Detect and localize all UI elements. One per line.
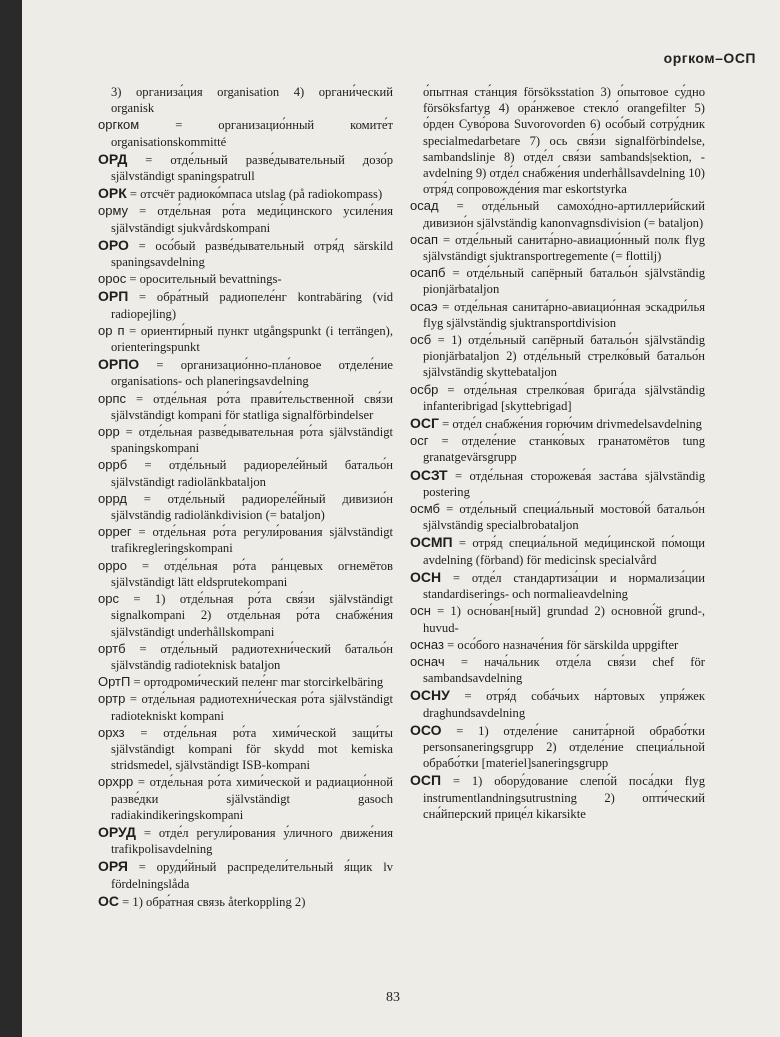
dictionary-entry xyxy=(410,265,705,297)
entry-headword: оррб xyxy=(98,457,128,473)
entry-headword: орхрр xyxy=(98,774,134,790)
entry-definition: = 1) отде́льная ро́та свя́зи självständigt signalkompani 2) отде́льная ро́та снабже́ния självständigt underhållskompani xyxy=(111,592,393,639)
entry-headword: осг xyxy=(410,433,429,449)
entry-definition: = отде́льный радиореле́йный батальо́н självständigt radiolänkbataljon xyxy=(111,458,393,489)
entry-definition: = осо́бого назначе́ния för särskilda uppgifter xyxy=(443,637,679,652)
dictionary-entry xyxy=(98,674,393,690)
entry-definition: = 1) отделе́ние санита́рной обрабо́тки personsaneringsgrupp 2) отделе́ние специа́льной обрабо́тки [materiel]saneringsgrupp xyxy=(423,723,705,771)
entry-headword: орхз xyxy=(98,724,125,740)
dictionary-entry xyxy=(98,491,393,523)
dictionary-entry xyxy=(98,151,393,184)
entry-headword: ОРП xyxy=(98,288,129,305)
entry-definition: = 1) обра́тная связь återkoppling 2) xyxy=(119,894,306,909)
entry-headword: орпс xyxy=(98,390,126,406)
entry-headword: осназ xyxy=(410,636,444,652)
dictionary-entry xyxy=(410,687,705,720)
entry-headword: осмб xyxy=(410,501,440,517)
dictionary-page xyxy=(22,0,780,1037)
entry-headword: оррд xyxy=(98,490,127,506)
entry-definition: = отсчёт радиоко́мпаса utslag (på radiokompass) xyxy=(126,187,383,202)
entry-definition: = обра́тный радиопеле́нг kontrabäring (vid radiopejling) xyxy=(111,290,393,321)
entry-definition: = отде́льный радиореле́йный дивизио́н självständig radiolänkdivision (= bataljon) xyxy=(111,491,393,523)
entry-definition: = организацио́нный комите́т organisationskommitté xyxy=(111,118,393,149)
entry-definition: = отде́л снабже́ния горю́чим drivmedelsavdelning xyxy=(438,417,702,432)
entry-headword: ОСО xyxy=(410,721,442,738)
left-column xyxy=(98,84,393,911)
dictionary-entry xyxy=(98,725,393,774)
entry-definition: = осо́бый разве́дывательный отря́д särskild spaningsavdelning xyxy=(111,238,393,270)
dictionary-entry xyxy=(98,84,393,116)
entry-headword: орс xyxy=(98,591,119,607)
entry-headword: ОСЗТ xyxy=(410,466,448,483)
dictionary-entry xyxy=(410,654,705,686)
dictionary-entry xyxy=(410,415,705,432)
dictionary-entry xyxy=(98,824,393,857)
entry-definition: = отде́льный радиотехни́ческий батальо́н självständig radioteknisk bataljon xyxy=(111,641,393,672)
dictionary-entry xyxy=(410,232,705,264)
entry-headword: осаэ xyxy=(410,298,438,314)
entry-headword: ОСГ xyxy=(410,415,439,432)
dictionary-entry xyxy=(410,467,705,500)
entry-headword: осап xyxy=(410,231,438,247)
entry-definition: = отде́льная ро́та прави́тельственной свя́зи självständigt kompani för statliga signalförbindelser xyxy=(111,391,393,422)
entry-headword: орму xyxy=(98,203,129,219)
entry-headword: ОРО xyxy=(98,236,129,253)
dictionary-entry xyxy=(410,722,705,772)
dictionary-entry xyxy=(98,323,393,355)
dictionary-entry xyxy=(98,858,393,891)
entry-headword: ортр xyxy=(98,691,126,707)
page-number: 83 xyxy=(386,990,400,1005)
dictionary-entry xyxy=(98,893,393,910)
dictionary-entry xyxy=(98,457,393,489)
right-column xyxy=(410,84,705,823)
entry-headword: оснач xyxy=(410,653,445,669)
entry-definition: = отде́льная санита́рно-авиацио́нная эскадри́лья flyg självständig sjuktransportdivision xyxy=(423,299,705,330)
dictionary-entry xyxy=(410,382,705,414)
entry-definition: = 1) отде́льный сапёрный батальо́н självständig pionjärbataljon 2) отде́льный стрелко́вый батальо́н självständig skyttebataljon xyxy=(423,333,705,380)
dictionary-entry xyxy=(98,558,393,590)
dictionary-entry xyxy=(98,641,393,673)
dictionary-entry xyxy=(98,271,393,287)
entry-headword: ортб xyxy=(98,640,126,656)
entry-definition: = отде́льная сторожева́я заста́ва självständig postering xyxy=(423,468,705,499)
entry-headword: ОртП xyxy=(98,674,131,690)
entry-definition: = отде́льная ро́та хими́ческой защи́ты självständigt kompani för skydd mot kemiska stridsmedel, självständigt ISB-kompani xyxy=(111,725,393,773)
entry-definition: = нача́льник отде́ла свя́зи chef för sambandsavdelning xyxy=(423,654,705,686)
entry-definition: = организацио́нно-пла́новое отделе́ние organisations- och planeringsavdelning xyxy=(111,358,393,389)
dictionary-entry xyxy=(410,772,705,822)
entry-definition: = отде́льная стрелко́вая брига́да självständig infanteribrigad [skyttebrigad] xyxy=(423,382,705,413)
entry-definition: = ортодроми́ческий пеле́нг mar storcirkelbäring xyxy=(130,675,384,690)
dictionary-entry xyxy=(410,637,705,653)
entry-definition: 3) организа́ция organisation 4) органи́ческий organisk xyxy=(111,85,393,116)
dictionary-entry xyxy=(410,534,705,567)
entry-headword: ОРЯ xyxy=(98,858,128,875)
entry-definition: = отде́льная разве́дывательная ро́та självständigt spaningskompani xyxy=(111,425,393,456)
entry-definition: = отде́льная ро́та ра́нцевых огнемётов självständigt lätt eldsprutekompani xyxy=(111,558,393,589)
entry-definition: = отде́льный специа́льный мостово́й батальо́н självständig specialbrobataljon xyxy=(423,502,705,533)
entry-definition: = отря́д соба́чьих на́ртовых упря́жек draghundsavdelning xyxy=(423,689,705,720)
entry-headword: ОСН xyxy=(410,568,442,585)
entry-headword: осн xyxy=(410,603,431,619)
entry-definition: = отде́льный самохо́дно-артиллери́йский дивизио́н självständig kanonvagnsdivision (= bataljon) xyxy=(423,199,705,230)
dictionary-entry xyxy=(98,591,393,640)
entry-definition: = отде́льный разве́дывательный дозо́р självständigt spaningspatrull xyxy=(111,152,393,184)
entry-headword: оргком xyxy=(98,117,140,133)
entry-definition: = отде́льная радиотехни́ческая ро́та självständigt radiotekniskt kompani xyxy=(111,692,393,723)
entry-definition: = отря́д специа́льной меди́цинской по́мощи avdelning (förband) för medicinsk specialvård xyxy=(423,536,705,567)
dictionary-entry xyxy=(410,501,705,533)
dictionary-entry xyxy=(410,332,705,381)
entry-headword: орос xyxy=(98,271,127,287)
entry-definition: = отде́льный санита́рно-авиацио́нный полк flyg självständigt sjuktransportregemente (= flottilj) xyxy=(423,232,705,264)
dictionary-entry xyxy=(98,524,393,556)
entry-definition: = оросительный bevattnings- xyxy=(126,272,282,287)
entry-headword: осапб xyxy=(410,265,446,281)
dictionary-entry xyxy=(98,237,393,270)
entry-definition: о́пытная ста́нция försöksstation 3) о́пытовое су́дно försöksfartyg 4) ора́нжевое стекло́ orangefilter 5) о́рден Суво́рова Suvorovorden 6) осо́бый сотру́дник specialmedarbetare 7) ось свя́зи signalförbindelse, sambandslinje 8) отде́л свя́зи sambands|sektion, -avdelning 9) отде́л снабже́ния underhållsavdelning 10) отря́д сопровожде́ния mar eskortstyrka xyxy=(423,85,705,197)
entry-headword: ОРК xyxy=(98,185,127,202)
entry-definition: = ориенти́рный пункт utgångspunkt (i terrängen), orienteringspunkt xyxy=(111,323,393,355)
entry-definition: = отделе́ние станко́вых гранатомётов tung granatgevärsgrupp xyxy=(423,434,705,465)
entry-headword: оррег xyxy=(98,524,132,540)
dictionary-entry xyxy=(98,356,393,389)
entry-definition: = 1) осно́ван[ный] grundad 2) основно́й grund-, huvud- xyxy=(423,604,705,635)
entry-definition: = отде́л стандартиза́ции и нормализа́ции standardiserings- och normalieavdelning xyxy=(423,570,705,602)
entry-headword: осб xyxy=(410,332,432,348)
dictionary-entry xyxy=(98,117,393,149)
dictionary-entry xyxy=(410,603,705,635)
dictionary-entry xyxy=(98,288,393,321)
dictionary-entry xyxy=(98,424,393,456)
dictionary-entry xyxy=(410,84,705,197)
dictionary-entry xyxy=(98,185,393,202)
entry-definition: = 1) обору́дование слепо́й поса́дки flyg instrumentlandningsutrustning 2) опти́ческий сна́йперский прице́л kikarsikte xyxy=(423,774,705,821)
dictionary-entry xyxy=(410,569,705,602)
dictionary-entry xyxy=(410,433,705,465)
entry-definition: = отде́льная ро́та хими́ческой и радиацио́нной разве́дки självständigt gasoch radiakindikeringskompani xyxy=(111,775,393,822)
dictionary-entry xyxy=(410,198,705,230)
entry-headword: ОСП xyxy=(410,772,442,789)
dictionary-entry xyxy=(98,203,393,235)
dictionary-entry xyxy=(98,691,393,723)
entry-headword: ОРД xyxy=(98,150,128,167)
entry-headword: ОРПО xyxy=(98,356,140,373)
dictionary-entry xyxy=(98,774,393,823)
dictionary-entry xyxy=(98,391,393,423)
entry-headword: осбр xyxy=(410,381,439,397)
dictionary-entry xyxy=(410,299,705,331)
entry-headword: орро xyxy=(98,557,127,573)
entry-definition: = отде́льная ро́та регули́рования självständigt trafikregleringskompani xyxy=(111,525,393,556)
entry-headword: орр xyxy=(98,424,120,440)
entry-headword: осад xyxy=(410,198,439,214)
running-header: оргком–ОСП xyxy=(663,50,756,66)
entry-headword: ор п xyxy=(98,322,125,338)
entry-headword: ОСМП xyxy=(410,534,453,551)
entry-definition: = отде́л регули́рования у́личного движе́ния trafikpolisavdelning xyxy=(111,825,393,857)
entry-definition: = отде́льный сапёрный батальо́н självständig pionjärbataljon xyxy=(423,266,705,297)
entry-headword: ОРУД xyxy=(98,823,137,840)
entry-headword: ОС xyxy=(98,892,119,909)
entry-definition: = отде́льная ро́та меди́цинского усиле́ния självständigt sjukvårdskompani xyxy=(111,204,393,235)
entry-definition: = оруди́йный распредели́тельный я́щик lv fördelningslåda xyxy=(111,860,393,891)
entry-headword: ОСНУ xyxy=(410,687,450,704)
